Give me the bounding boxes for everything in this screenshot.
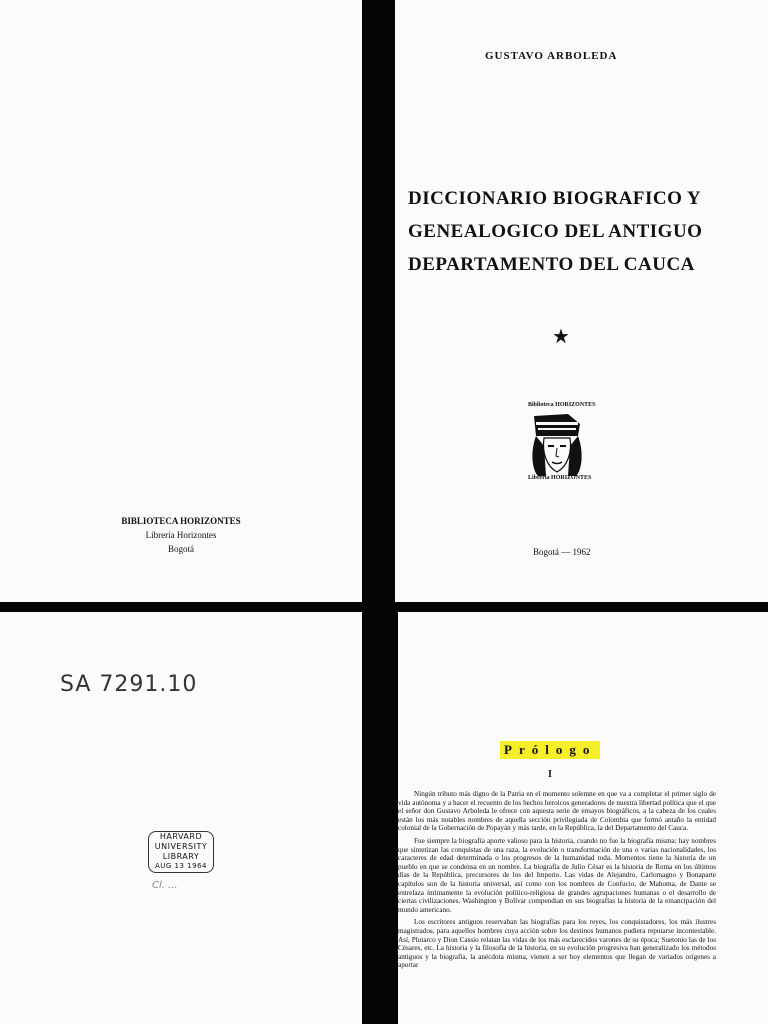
prologue-paragraph-3: Los escritores antiguos reservaban las biografías para los reyes, los conquistadores, los más ilustres magistrados, para aquellos hombres cuya acción sobre los destinos humanos pudiera reputarse incontestable. Así, Plutarco y Dion Cassio relatan las vidas de los más esclarecidos varones de su época; Suetonio las de los Césares, etc. La historia y la filosofía de la historia, en su evolución progresiva han generalizado los métodos antiguos y la biografía, la anécdota misma, vienen a ser hoy elementos que llegan de variados orígenes a aportar (398, 918, 716, 970)
stamp-line-3: LIBRARY (162, 852, 200, 861)
stamp-line-2: UNIVERSITY (154, 842, 208, 851)
imprint-city: Bogotá (168, 544, 194, 554)
publisher-logo (528, 402, 596, 490)
scan-gutter-vertical (360, 0, 400, 1024)
half-title-page (0, 0, 362, 602)
stamp-line-1: HARVARD (159, 832, 203, 841)
handwritten-call-number: SA 7291.10 (60, 672, 198, 697)
title-page (395, 0, 768, 602)
prologue-paragraph-2: Fue siempre la biografía aporte valioso para la historia, cuando no fue la biografía misma: hay nombres que sintetizan las conquistas de una raza, la evolución o transformación de una o varias nacionalidades, los caracteres de edad determinada o los progresos de la humanidad toda. Momentos tiene la historia de un pueblo en que se condensa en un nombre. La biografía de Julio César es la historia de Roma en los últimos días de la República, precursores de los del Imperio. Las vidas de Alejandro, Carlomagno y Bonaparte capítulos son de la historia universal, así como con los nombres de Confucio, de Mahoma, de Dante se entrelaza íntimamente la evolución político-religiosa de grandes agrupaciones humanas o el desarrollo de ciertas civilizaciones. Washington y Bolívar compendian en sus biografías la historia de la emancipación del mundo americano. (398, 836, 716, 914)
logo-text-bottom: Librería HORIZONTES (528, 475, 592, 481)
section-numeral: I (548, 769, 552, 780)
harvard-library-stamp (148, 831, 214, 873)
imprint-publisher: Librería Horizontes (145, 530, 217, 540)
prologue-paragraph-1: Ningún tributo más digno de la Patria en el momento solemne en que va a completar el primer siglo de vida autónoma y a hacer el recuento de los hechos heroicos generadores de nuestra libertad política que el que el señor don Gustavo Arboleda le ofrece con aquesta serie de ensayos biográficos, a la cabeza de los cuales están los más notables nombres de aquella sección privilegiada de Colombia que formó antaño la entidad colonial de la Gobernación de Popayán y más tarde, en la República, la del Departamento del Cauca. (398, 790, 716, 833)
faint-pencil-note: Cl. ... (152, 880, 178, 891)
logo-text-top: Biblioteca HORIZONTES (528, 402, 596, 408)
book-title-line-1: DICCIONARIO BIOGRAFICO Y (408, 188, 702, 209)
prologue-heading: Prólogo (500, 741, 600, 759)
publication-place-date: Bogotá — 1962 (533, 547, 591, 557)
book-title-line-2: GENEALOGICO DEL ANTIGUO (408, 221, 703, 242)
book-title-line-3: DEPARTAMENTO DEL CAUCA (408, 254, 695, 275)
stamp-date: AUG 13 1964 (154, 862, 207, 870)
prologue-text (398, 790, 716, 974)
imprint-series: BIBLIOTECA HORIZONTES (121, 516, 241, 526)
volume-star-mark: ★ (552, 326, 570, 348)
author-name: GUSTAVO ARBOLEDA (485, 50, 618, 62)
